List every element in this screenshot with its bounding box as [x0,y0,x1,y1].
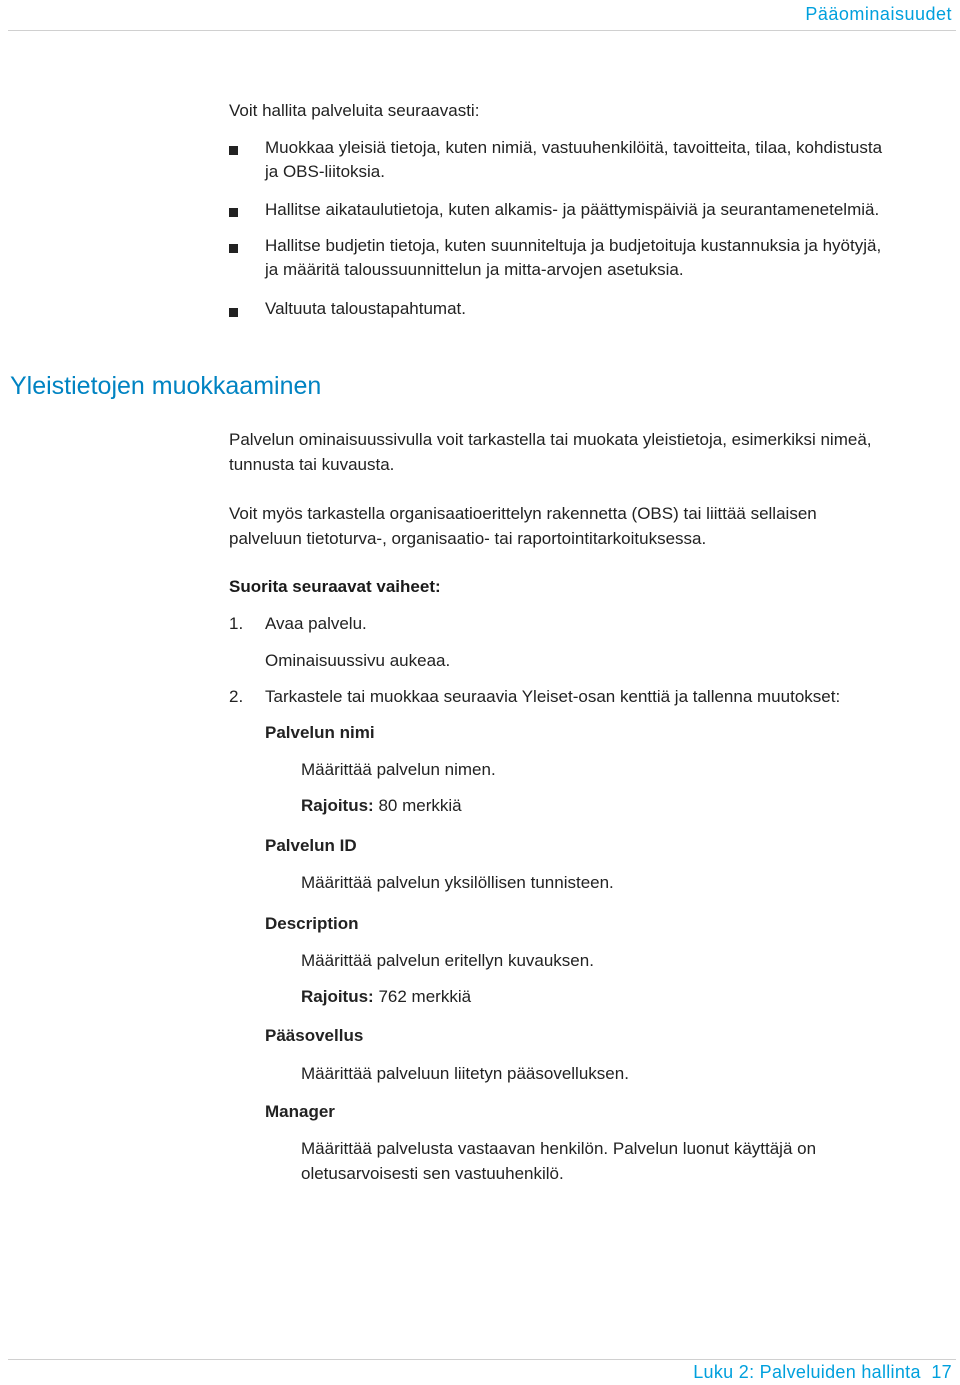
footer-chapter-page: Luku 2: Palveluiden hallinta 17 [693,1362,952,1382]
paragraph-line: Palvelun ominaisuussivulla voit tarkastella tai muokata yleistietoja, esimerkiksi nimeä, [229,430,872,449]
bullet-text: Hallitse aikataulutietoja, kuten alkamis- ja päättymispäiviä ja seurantamenetelmiä. [265,200,880,219]
limit-label: Rajoitus: [301,987,374,1006]
bullet-text: Muokkaa yleisiä tietoja, kuten nimiä, vastuuhenkilöitä, tavoitteita, tilaa, kohdistusta [265,138,883,157]
field-description: Määrittää palvelun nimen. [301,760,496,779]
field-name: Palvelun ID [265,836,357,855]
bullet-text: ja OBS-liitoksia. [265,162,385,181]
field-description: Määrittää palvelusta vastaavan henkilön. Palvelun luonut käyttäjä on [301,1139,817,1158]
field-description: Määrittää palvelun yksilöllisen tunnisteen. [301,873,614,892]
step-number: 1. [229,614,244,633]
limit-value: 80 merkkiä [373,796,462,815]
paragraph-line: tunnusta tai kuvausta. [229,455,395,474]
field-name: Pääsovellus [265,1026,364,1045]
field-description: Määrittää palveluun liitetyn pääsovelluksen. [301,1064,629,1083]
intro-text: Voit hallita palveluita seuraavasti: [229,101,480,120]
step-result: Ominaisuussivu aukeaa. [265,651,451,670]
field-name: Palvelun nimi [265,723,375,742]
field-limit [301,987,471,1007]
steps-heading: Suorita seuraavat vaiheet: [229,577,441,596]
field-limit [301,796,462,816]
limit-label: Rajoitus: [301,796,374,815]
paragraph-line: Voit myös tarkastella organisaatioerittelyn rakennetta (OBS) tai liittää sellaisen [229,504,817,523]
bullet-text: Hallitse budjetin tietoja, kuten suunniteltuja ja budjetoituja kustannuksia ja hyötyjä, [265,236,882,255]
limit-value: 762 merkkiä [373,987,472,1006]
step-text: Avaa palvelu. [265,614,367,633]
field-description: oletusarvoisesti sen vastuuhenkilö. [301,1164,564,1183]
bullet-square-icon [229,208,238,217]
field-name: Manager [265,1102,335,1121]
bullet-text: ja määritä taloussuunnittelun ja mitta-arvojen asetuksia. [265,260,684,279]
footer-divider [8,1359,956,1360]
bullet-square-icon [229,244,238,253]
field-description: Määrittää palvelun eritellyn kuvauksen. [301,951,594,970]
header-divider [8,30,956,31]
page-header-title: Pääominaisuudet [805,4,952,24]
step-text: Tarkastele tai muokkaa seuraavia Yleiset-osan kenttiä ja tallenna muutokset: [265,687,841,706]
section-heading: Yleistietojen muokkaaminen [10,372,322,400]
bullet-square-icon [229,146,238,155]
step-number: 2. [229,687,244,706]
paragraph-line: palveluun tietoturva-, organisaatio- tai raportointitarkoituksessa. [229,529,707,548]
bullet-text: Valtuuta taloustapahtumat. [265,299,466,318]
field-name: Description [265,914,359,933]
bullet-square-icon [229,308,238,317]
